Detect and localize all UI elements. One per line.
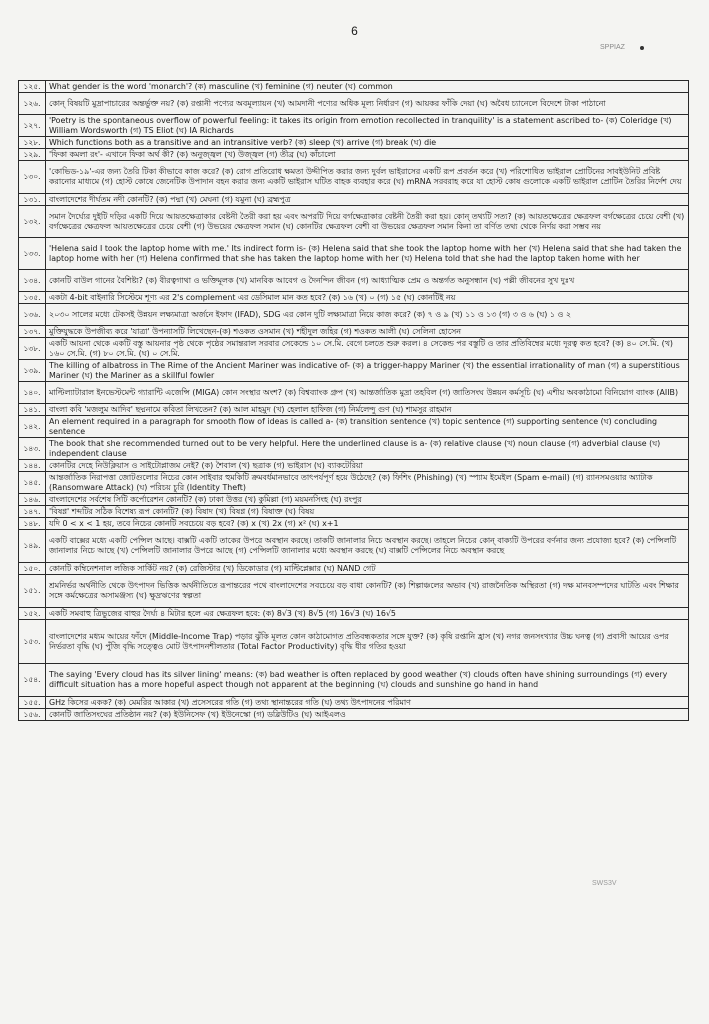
question-row [19,81,689,93]
question-row [19,664,689,697]
question-row [19,709,689,721]
question-text: 'বিষণ্ণ' শব্দটির সঠিক বিশেষ্য রূপ কোনটি? (ক) বিষাদ (খ) বিষণ্ণ (গ) বিষাক্ত (ঘ) বিষয় [46,506,689,518]
question-row [19,115,689,137]
question-row [19,575,689,608]
question-text: সমান দৈর্ঘ্যের দুইটি দড়ির একটি দিয়ে আয়তক্ষেত্রাকার বেষ্টনী তৈরী করা হয় এবং অপরটি দিয়ে বর্গক্ষেত্রাকার বেষ্টনী তৈরী করা হয়। কোন্ তথ্যটি সত্য? (ক) আয়তক্ষেত্রের ক্ষেত্রফল বর্গক্ষেত্রের চেয়ে বেশী (খ) বর্গক্ষেত্রের ক্ষেত্রফল আয়তক্ষেত্রের চেয়ে বেশী (গ) উভয়ের ক্ষেত্রফল সমান (ঘ) কোনটির ক্ষেত্রফল বেশী বা উভয়ের ক্ষেত্রফল সমান কিনা তা বর্ণিত তথ্য থেকে নির্ণয় করা সম্ভব নয় [46,206,689,238]
question-rows [19,81,689,721]
question-row [19,161,689,194]
question-number: ১৫৫. [19,697,46,709]
question-number: ১৫০. [19,563,46,575]
question-text: মাল্টিল্যাটারাল ইনভেস্টমেন্ট গ্যারান্টি এজেন্সি (MIGA) কোন সংস্থার অংশ? (ক) বিশ্বব্যাংক গ্রুপ (খ) আন্তর্জাতিক মুদ্রা তহবিল (গ) জাতিসংঘ উন্নয়ন কর্মসূচি (ঘ) এশীয় অবকাঠামো বিনিয়োগ ব্যাংক (AIIB) [46,382,689,404]
question-row [19,326,689,338]
question-text: কোন্ বিষয়টি মুদ্রাপাচারের অন্তর্ভুক্ত নয়? (ক) রপ্তানী পণ্যের অবমূল্যায়ন (খ) আমদানী পণ্যের অধিক মূল্য নির্ধারণ (গ) আয়কর ফাঁকি দেয়া (ঘ) অবৈধ চ্যানেলে বিদেশে টাকা পাঠানো [46,93,689,115]
question-number: ১৪১. [19,404,46,416]
question-text: What gender is the word 'monarch'? (ক) masculine (খ) feminine (গ) neuter (ঘ) common [46,81,689,93]
question-text: মুক্তিযুদ্ধকে উপজীব্য করে 'যাত্রা' উপন্যাসটি লিখেছেন-(ক) শওকত ওসমান (খ) শহীদুল জহির (গ) শওকত আলী (ঘ) সেলিনা হোসেন [46,326,689,338]
question-row [19,382,689,404]
question-row [19,506,689,518]
question-text: বাংলাদেশের দীর্ঘতম নদী কোনটি? (ক) পদ্মা (খ) মেঘনা (গ) যমুনা (ঘ) ব্রহ্মপুত্র [46,194,689,206]
question-number: ১৪৪. [19,460,46,472]
question-text: আন্তর্জাতিক নিরাপত্তা জোটগুলোর নিচের কোন সাইবার হুমকিটি ক্রমবর্ধমানভাবে তাৎপর্যপূর্ণ হয়ে উঠেছে? (ক) ফিশিং (Phishing) (খ) স্প্যাম ইমেইল (Spam e-mail) (গ) র‍্যানসমওয়ার অ্যাটাক (Ransomware Attack) (ঘ) পরিচয় চুরি (Identity Theft) [46,472,689,494]
question-number: ১৪২. [19,416,46,438]
question-row [19,149,689,161]
question-number: ১৪৬. [19,494,46,506]
question-row [19,608,689,620]
question-text: কোনটি জাতিসংঘের প্রতিষ্ঠান নয়? (ক) ইউনিসেফ (খ) ইউনেস্কো (গ) ডব্লিউটিও (ঘ) আইএলও [46,709,689,721]
question-text: The saying 'Every cloud has its silver lining' means: (ক) bad weather is often replaced by good weather (খ) clouds often have shining surroundings (গ) every difficult situation has a more hopeful aspect though not apparent at the beginning (ঘ) clouds and sunshine go hand in hand [46,664,689,697]
question-text: ২০৩০ সালের মধ্যে টেকসই উন্নয়ন লক্ষ্যমাত্রা অর্জনে ইফাদ (IFAD), SDG এর কোন দুটি লক্ষ্যমাত্রা নিয়ে কাজ করে? (ক) ৭ ও ৯ (খ) ১১ ও ১৩ (গ) ৩ ও ৬ (ঘ) ১ ও ২ [46,304,689,326]
question-text: বাংলা কবি 'মজলুম আদিব' ছদ্মনামে কবিতা লিখতেন? (ক) আল মাহমুদ (খ) হেলাল হাফিজ (গ) নির্মলেন্দু গুণ (ঘ) শামসুর রাহমান [46,404,689,416]
question-row [19,93,689,115]
question-text: যদি 0 < x < 1 হয়, তবে নিচের কোনটি সবচেয়ে বড় হবে? (ক) x (খ) 2x (গ) x² (ঘ) x+1 [46,518,689,530]
question-text: কোনটির দেহে নিউক্লিয়াস ও সাইটোপ্লাজম নেই? (ক) শৈবাল (খ) ছত্রাক (গ) ভাইরাস (ঘ) ব্যাকটেরিয়া [46,460,689,472]
question-text: GHz কিসের একক? (ক) মেমরির আকার (খ) প্রসেসরের গতি (গ) তথ্য স্থানান্তরের গতি (ঘ) তথ্য উৎপাদনের পরিমাণ [46,697,689,709]
question-row [19,304,689,326]
question-row [19,530,689,563]
question-number: ১৪০. [19,382,46,404]
question-text: একটি সমবাহু ত্রিভুজের বাহুর দৈর্ঘ্য ৪ মিটার হলে এর ক্ষেত্রফল হবে: (ক) 8√3 (খ) 8√5 (গ) 16√3 (ঘ) 16√5 [46,608,689,620]
question-row [19,292,689,304]
question-text: The book that she recommended turned out to be very helpful. Here the underlined clause is a- (ক) relative clause (খ) noun clause (গ) adverbial clause (ঘ) independent clause [46,438,689,460]
question-text: শ্রমনির্ভর অর্থনীতি থেকে উৎপাদন ভিত্তিক অর্থনীতিতে রূপান্তরের পথে বাংলাদেশের সবচেয়ে বড় বাধা কোনটি? (ক) শিল্পাঞ্চলের অভাব (খ) রাজনৈতিক অস্থিরতা (গ) দক্ষ মানবসম্পদের ঘাটতি এবং শিক্ষার সঙ্গে কর্মক্ষেত্রের অসামঞ্জস্য (ঘ) ক্ষুদ্রঋণের স্বল্পতা [46,575,689,608]
question-row [19,563,689,575]
question-number: ১৩৭. [19,326,46,338]
question-number: ১২৬. [19,93,46,115]
question-number: ১৫২. [19,608,46,620]
question-row [19,360,689,382]
question-number: ১৩৫. [19,292,46,304]
question-number: ১৩৯. [19,360,46,382]
question-number: ১৩৪. [19,270,46,292]
question-text: 'Helena said I took the laptop home with me.' Its indirect form is- (ক) Helena said that she took the laptop home with her (খ) Helena said that she had taken the laptop home with her (গ) Helena confirmed that she has taken the laptop home with her (ঘ) Helena told that she had the laptop taken home with her [46,238,689,270]
question-row [19,472,689,494]
question-number: ১৪৭. [19,506,46,518]
question-number: ১২৯. [19,149,46,161]
question-text: 'কোভিড-১৯'-এর জন্য তৈরি টিকা কীভাবে কাজ করে? (ক) রোগ প্রতিরোধ ক্ষমতা উদ্দীপিত করার জন্য দুর্বল ভাইরাসের একটি রূপ প্রবর্তন করে (খ) পরিশোধিত ভাইরাল প্রোটিনের সাবইউনিট প্রবিষ্ট করানোর মাধ্যমে (গ) হোস্ট কোষে জেনেটিক উপাদান বহন করার জন্য একটি ভাইরাস ঘটিত বাহক ব্যবহার করে (ঘ) mRNA সরবরাহ করে যা হোস্ট কোষ গুলোকে একটি ভাইরাল প্রোটিন তৈরির নির্দেশ দেয় [46,161,689,194]
question-row [19,206,689,238]
question-number: ১৩২. [19,206,46,238]
question-number: ১৪৩. [19,438,46,460]
question-row [19,620,689,664]
question-row [19,338,689,360]
question-table [18,80,689,721]
question-number: ১৩১. [19,194,46,206]
question-row [19,270,689,292]
question-text: 'ফিকা কমলা রং'- এখানে ফিকা অর্থ কী? (ক) অনুজ্জ্বল (খ) উজ্জ্বল (গ) তীব্র (ঘ) কাঁচালো [46,149,689,161]
question-text: বাংলাদেশের সর্বশেষ সিটি কর্পোরেশন কোনটি? (ক) ঢাকা উত্তর (খ) কুমিল্লা (গ) ময়মনসিংহ (ঘ) রংপুর [46,494,689,506]
top-stamp: SPPIAZ [600,44,625,51]
question-number: ১৫৩. [19,620,46,664]
question-number: ১২৮. [19,137,46,149]
question-number: ১৪৫. [19,472,46,494]
question-row [19,416,689,438]
question-number: ১৩০. [19,161,46,194]
question-number: ১৩৬. [19,304,46,326]
question-text: An element required in a paragraph for smooth flow of ideas is called a- (ক) transition sentence (খ) topic sentence (গ) supporting sentence (ঘ) concluding sentence [46,416,689,438]
question-number: ১২৫. [19,81,46,93]
question-row [19,494,689,506]
question-text: কোনটি কম্বিনেশনাল লজিক সার্কিট নয়? (ক) রেজিস্টার (খ) ডিকোডার (গ) মাল্টিপ্লেক্সার (ঘ) NAND গেট [46,563,689,575]
question-row [19,404,689,416]
question-text: বাংলাদেশের মধ্যম আয়ের ফাঁদে (Middle-Income Trap) পড়ার ঝুঁকি মূলত কোন কাঠামোগত প্রতিবন্ধকতার সঙ্গে যুক্ত? (ক) কৃষি রপ্তানি হ্রাস (খ) নগর জনসংখ্যার উচ্চ ঘনত্ব (গ) প্রবাসী আয়ের ওপর নির্ভরতা বৃদ্ধি (ঘ) পুঁজি বৃদ্ধি সত্ত্বেও মোট উৎপাদনশীলতার (Total Factor Productivity) বৃদ্ধি ধীর গতির হওয়া [46,620,689,664]
question-row [19,697,689,709]
question-number: ১৫৬. [19,709,46,721]
question-text: 'Poetry is the spontaneous overflow of powerful feeling: it takes its origin from emotion recollected in tranquility' is a statement ascribed to- (ক) Coleridge (খ) William Wordsworth (গ) TS Eliot (ঘ) IA Richards [46,115,689,137]
page-number: 6 [351,24,358,38]
question-row [19,137,689,149]
bottom-stamp: SWS3V [592,880,617,887]
question-number: ১৫১. [19,575,46,608]
question-row [19,460,689,472]
mark-dot [640,46,644,50]
question-number: ১৪৯. [19,530,46,563]
question-row [19,438,689,460]
question-number: ১২৭. [19,115,46,137]
question-text: একটা 4-bit বাইনারি সিস্টেমে শূণ্য এর 2's complement এর ডেসিমাল মান কত হবে? (ক) ১৬ (খ) ০ (গ) ১৫ (ঘ) কোনটিই নয় [46,292,689,304]
question-row [19,238,689,270]
question-row [19,194,689,206]
question-text: একটি বাক্সের মধ্যে একটি পেন্সিল আছে। বাক্সটি একটি তাকের উপরে অবস্থান করছে। তাকটি জানালার নিচে অবস্থান করছে। তাহলে নিচের কোন্ বাক্যটি উপরের বর্ণনার জন্য প্রযোজ্য হবে? (ক) পেন্সিলটি জানালার নিচে আছে (খ) পেন্সিলটি জানালার উপরে আছে (গ) পেন্সিলটি জানালার মধ্যে অবস্থান করছে (ঘ) বাক্সটি পেন্সিলের নিচে অবস্থান করছে [46,530,689,563]
question-number: ১৩৮. [19,338,46,360]
question-text: একটি আয়না থেকে একটি বস্তু আয়নার পৃষ্ঠ থেকে পৃষ্ঠের সমান্তরাল সরবার সেকেন্ডে ১০ সে.মি. বেগে চলতে শুরু করল। ৪ সেকেন্ড পর বস্তুটি ও তার প্রতিবিম্বের মধ্যে দূরত্ব কত হবে? (ক) ৪০ সে.মি. (খ) ১৬০ সে.মি. (গ) ৮০ সে.মি. (ঘ) ০ সে.মি. [46,338,689,360]
question-row [19,518,689,530]
question-text: The killing of albatross in The Rime of the Ancient Mariner was indicative of- (ক) a trigger-happy Mariner (খ) the essential irrationality of man (গ) a superstitious Mariner (ঘ) the Mariner as a skillful fowler [46,360,689,382]
question-number: ১৪৮. [19,518,46,530]
question-number: ১৫৪. [19,664,46,697]
question-text: Which functions both as a transitive and an intransitive verb? (ক) sleep (খ) arrive (গ) break (ঘ) die [46,137,689,149]
question-number: ১৩৩. [19,238,46,270]
question-text: কোনটি বাউল গানের বৈশিষ্ট্য? (ক) বীরত্বগাথা ও ভক্তিমূলক (খ) মানবিক আবেগ ও দৈনন্দিন জীবন (গ) আধ্যাত্মিক প্রেম ও অন্তর্গত অনুসন্ধান (ঘ) পল্লী জীবনের সুখ দুঃখ [46,270,689,292]
